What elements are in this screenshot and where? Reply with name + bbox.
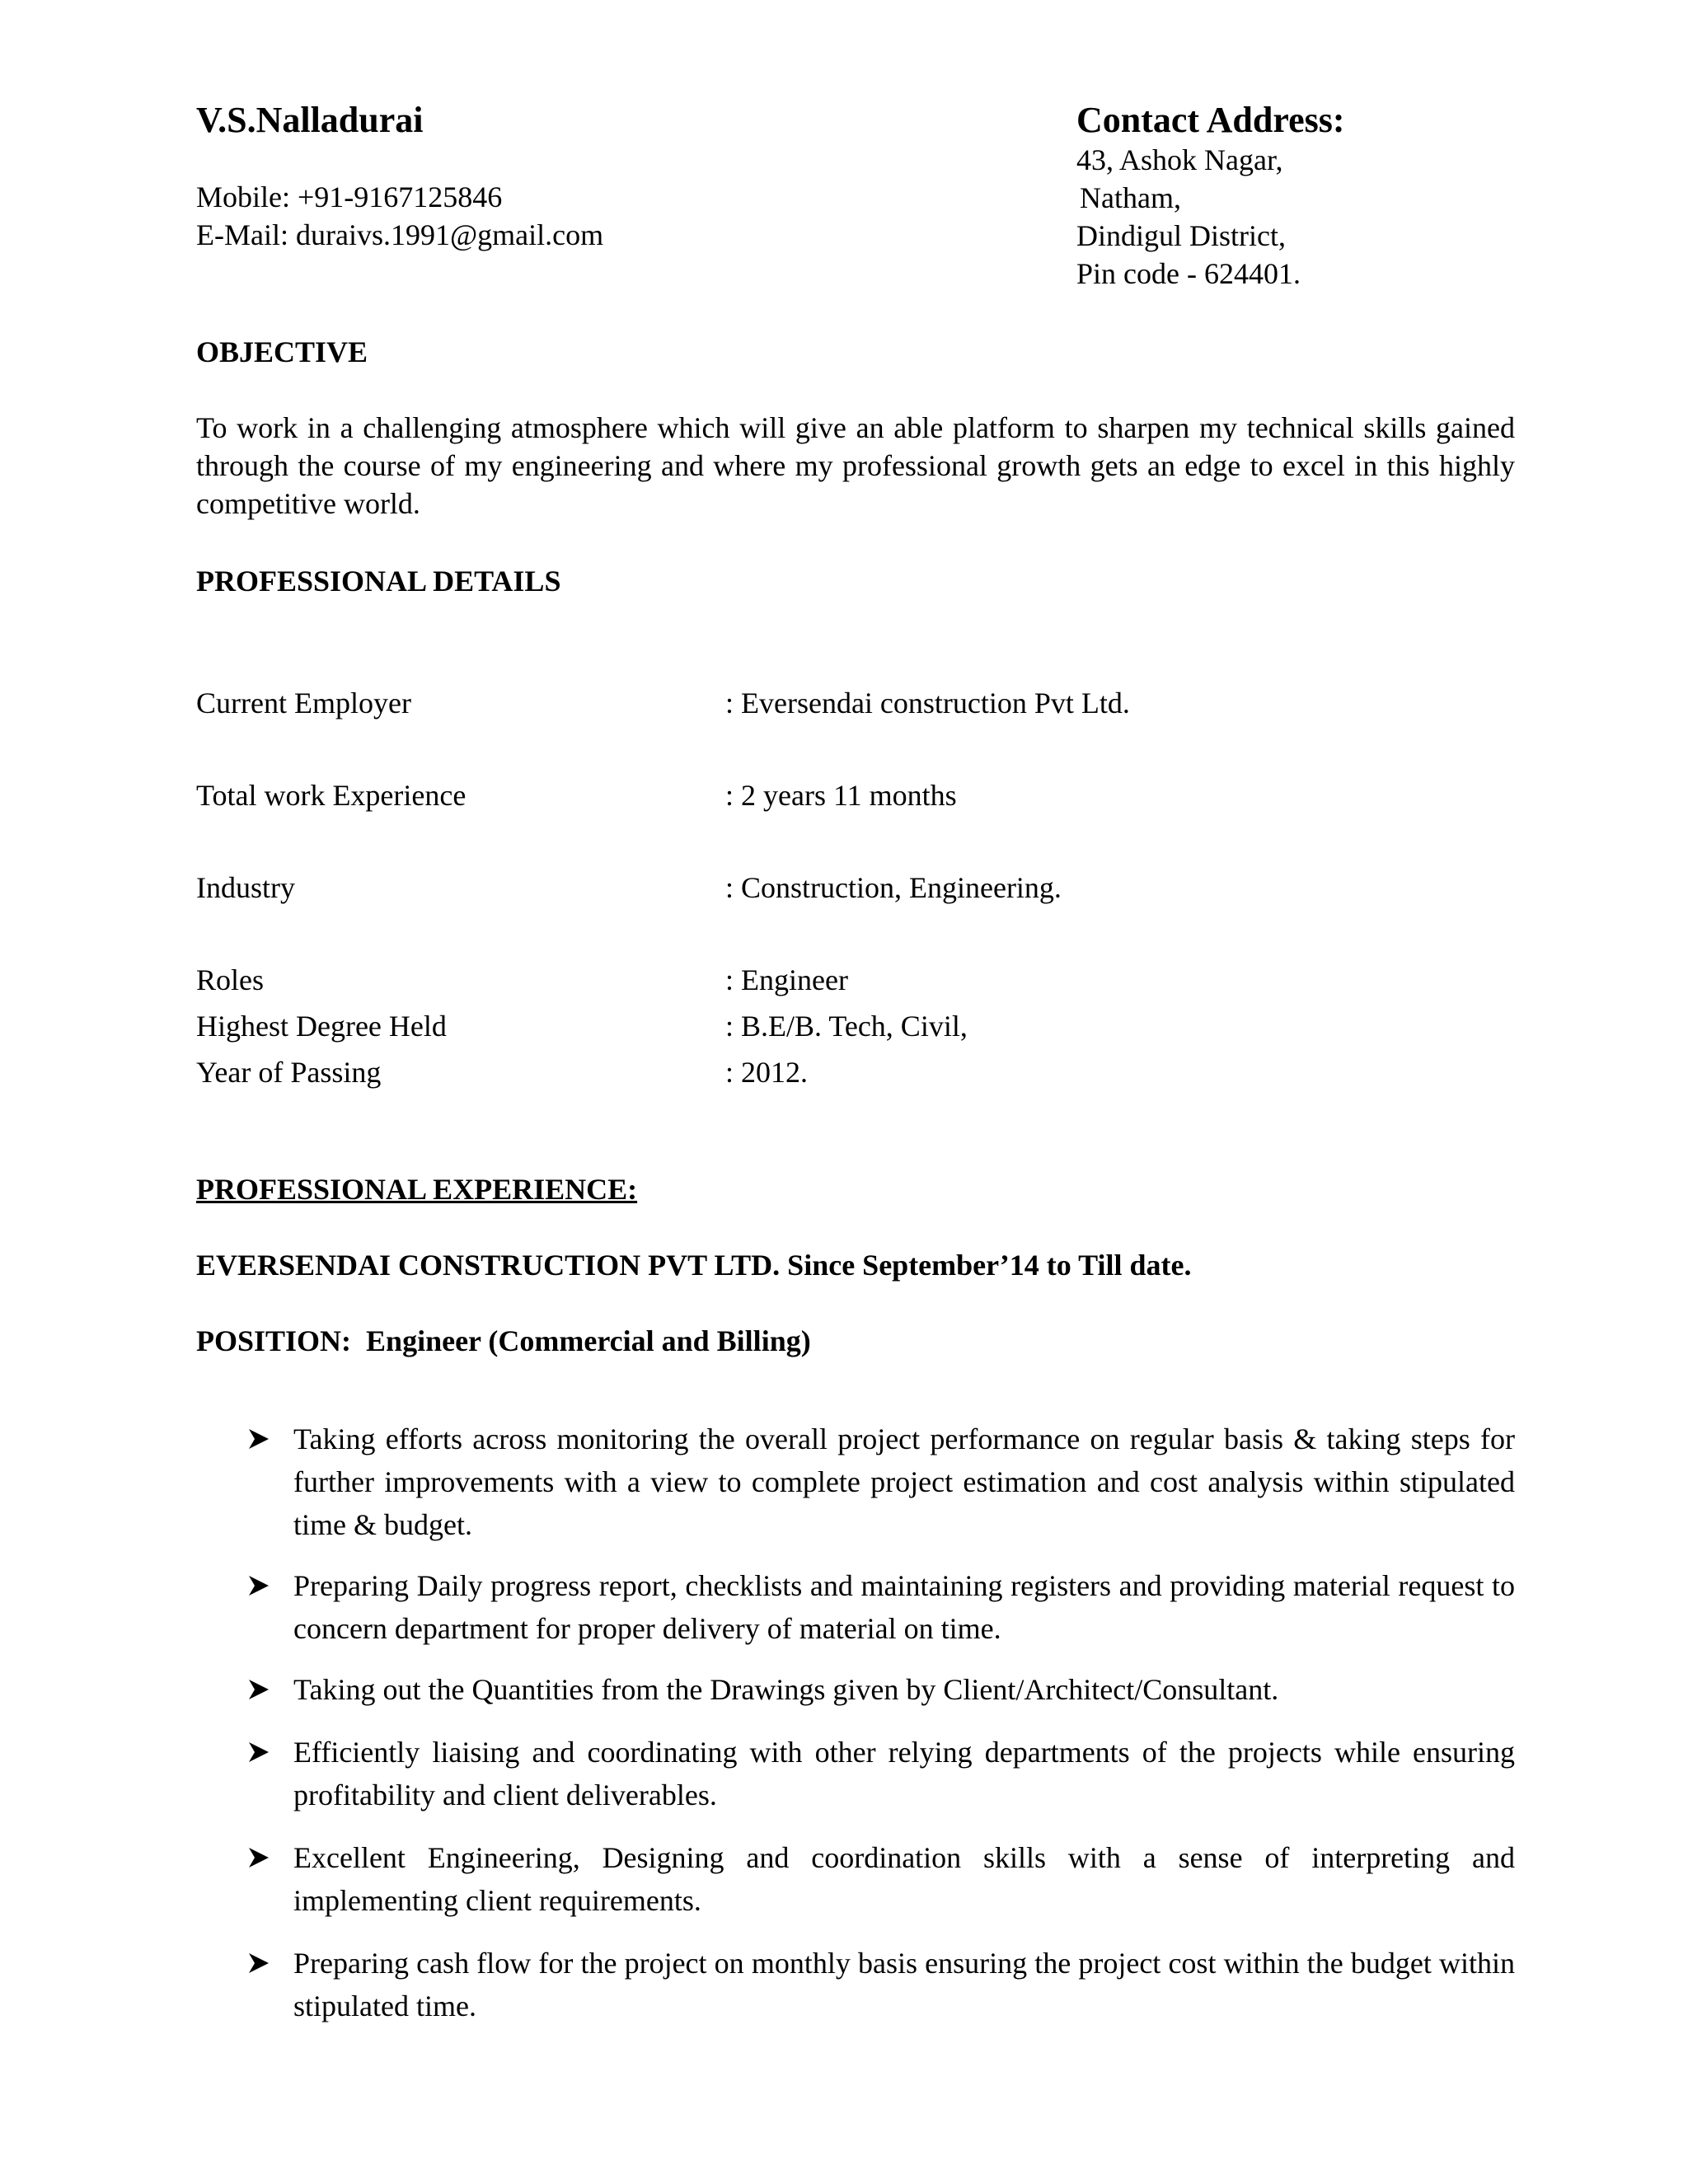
candidate-name: V.S.Nalladurai xyxy=(196,100,424,140)
detail-value: : 2012. xyxy=(725,1056,809,1089)
list-item-text: Preparing cash flow for the project on monthly basis ensuring the project cost within the budget within stipulated time. xyxy=(293,1947,1515,2022)
arrowhead-bullet-icon xyxy=(244,1731,277,1774)
contact-address-title: Contact Address: xyxy=(1076,100,1345,140)
detail-label: Current Employer xyxy=(196,687,411,719)
detail-value: : Eversendai construction Pvt Ltd. xyxy=(725,687,1130,719)
professional-experience-heading: PROFESSIONAL EXPERIENCE: xyxy=(196,1173,638,1206)
mobile-number: Mobile: +91-9167125846 xyxy=(196,180,503,213)
objective-heading: OBJECTIVE xyxy=(196,335,368,368)
list-item-text: Excellent Engineering, Designing and coordination skills with a sense of interpreting and implementing client requirements. xyxy=(293,1841,1515,1917)
address-line: Dindigul District, xyxy=(1076,219,1286,252)
position-line: POSITION: Engineer (Commercial and Billing) xyxy=(196,1324,811,1357)
list-item-text: Taking efforts across monitoring the overall project performance on regular basis & taking steps for further improvements with a view to complete project estimation and cost analysis within stipulated time & budget. xyxy=(293,1422,1515,1541)
professional-details-heading: PROFESSIONAL DETAILS xyxy=(196,565,561,598)
detail-value: : B.E/B. Tech, Civil, xyxy=(725,1010,968,1043)
list-item-text: Preparing Daily progress report, checklists and maintaining registers and providing material request to concern department for proper delivery of material on time. xyxy=(293,1569,1515,1645)
detail-value: : Engineer xyxy=(725,963,848,996)
detail-label: Roles xyxy=(196,963,265,996)
email-address: E-Mail: duraivs.1991@gmail.com xyxy=(196,218,604,251)
detail-label: Total work Experience xyxy=(196,779,467,812)
detail-label: Industry xyxy=(196,871,295,904)
address-line: Pin code - 624401. xyxy=(1076,257,1301,290)
detail-value: : 2 years 11 months xyxy=(725,779,957,812)
arrowhead-bullet-icon xyxy=(244,1564,277,1607)
detail-label: Year of Passing xyxy=(196,1056,382,1089)
detail-value: : Construction, Engineering. xyxy=(725,871,1062,904)
arrowhead-bullet-icon xyxy=(244,1836,277,1879)
list-item-text: Taking out the Quantities from the Drawings given by Client/Architect/Consultant. xyxy=(293,1673,1279,1706)
arrowhead-bullet-icon xyxy=(244,1418,277,1460)
objective-text: To work in a challenging atmosphere which will give an able platform to sharpen my technical skills gained through the course of my engineering and where my professional growth gets an edge to excel in this highly competitive world. xyxy=(196,411,1515,520)
address-line: 43, Ashok Nagar, xyxy=(1076,143,1283,176)
arrowhead-bullet-icon xyxy=(244,1942,277,1985)
detail-label: Highest Degree Held xyxy=(196,1010,447,1043)
address-line: Natham, xyxy=(1080,181,1181,214)
list-item-text: Efficiently liaising and coordinating with other relying departments of the projects while ensuring profitability and client deliverables. xyxy=(293,1736,1515,1811)
arrowhead-bullet-icon xyxy=(244,1668,277,1711)
company-line: EVERSENDAI CONSTRUCTION PVT LTD. Since September’14 to Till date. xyxy=(196,1249,1192,1282)
